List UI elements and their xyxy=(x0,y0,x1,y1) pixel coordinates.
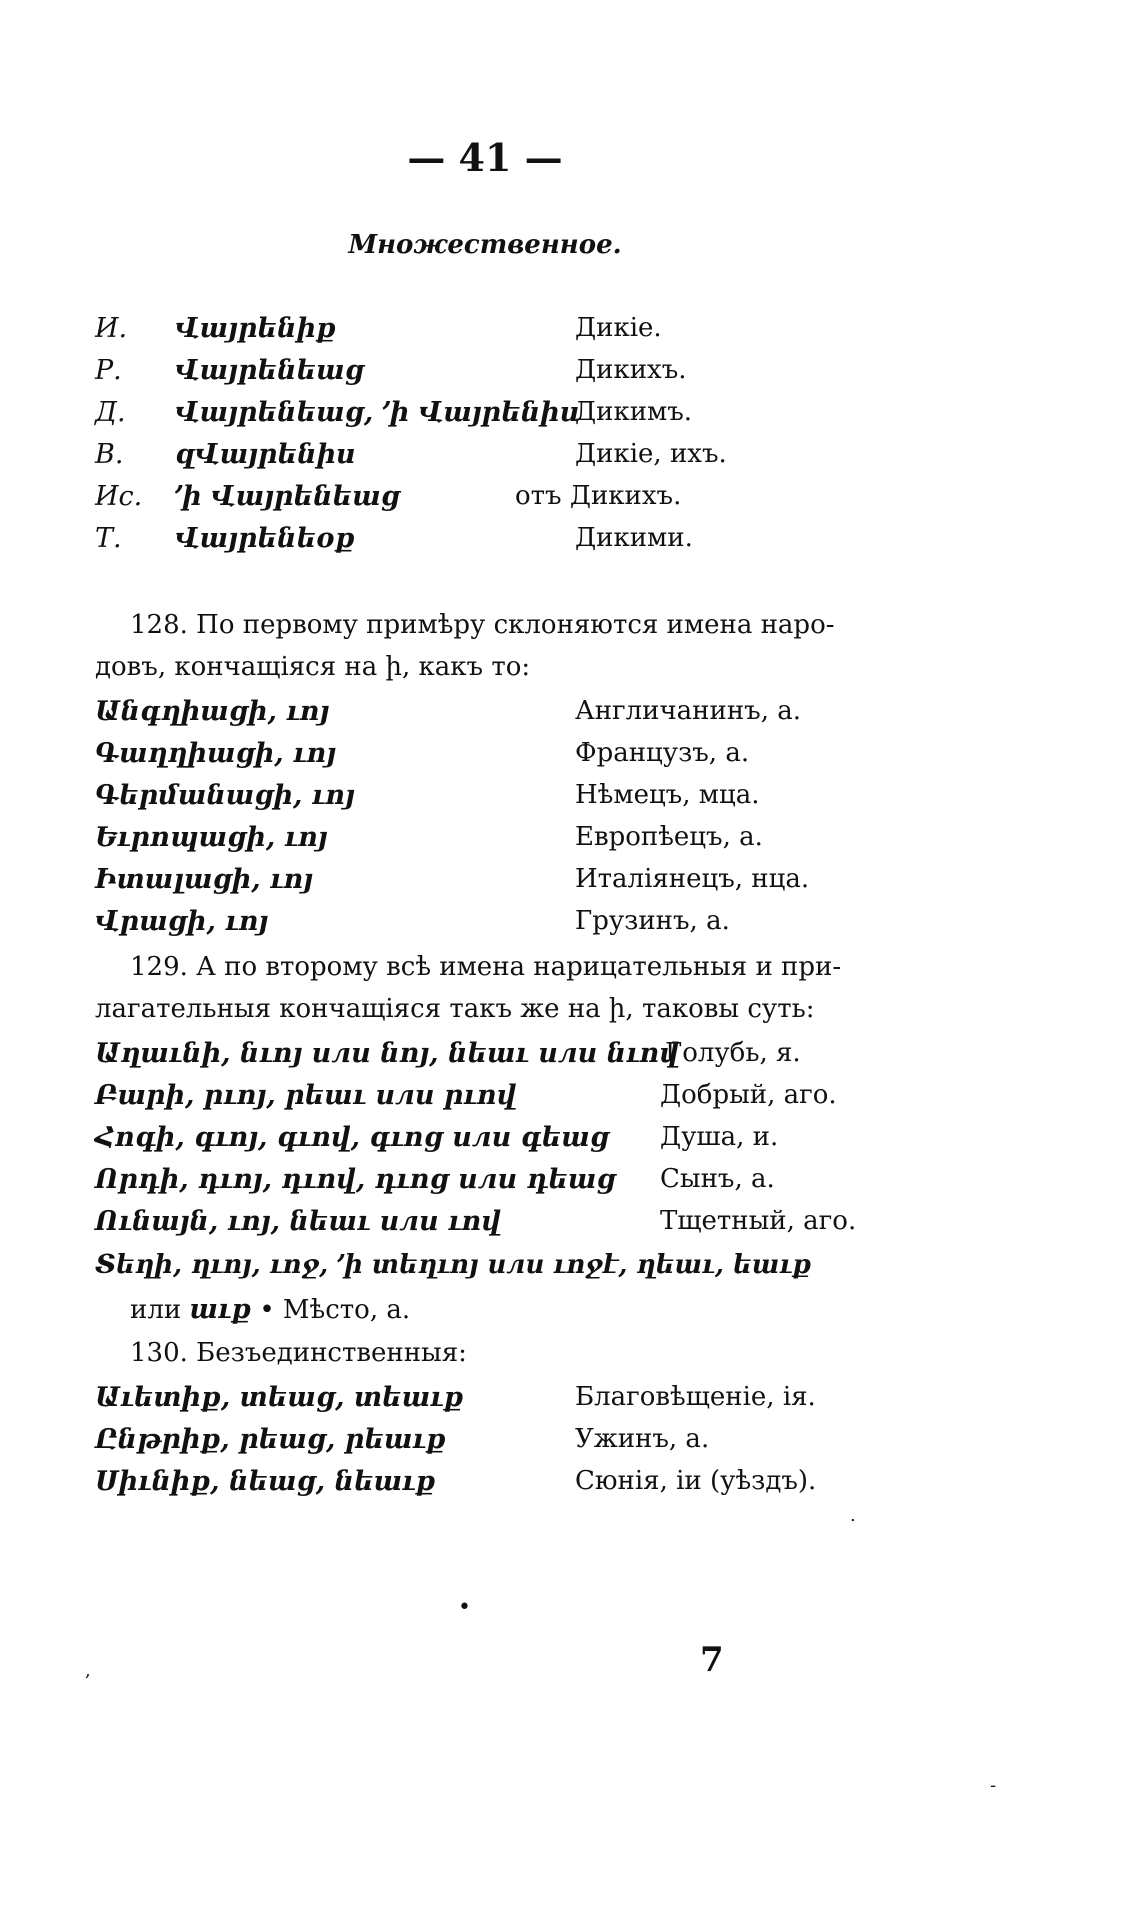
nation-row xyxy=(95,906,855,946)
russian-gloss: Европѣецъ, а. xyxy=(575,822,763,852)
ink-speck: • xyxy=(458,1595,471,1620)
armenian-form: Որդի, դւոյ, դւով, դւոց или դեաց xyxy=(95,1164,616,1195)
noun-row xyxy=(95,1038,875,1078)
noun-row xyxy=(95,1164,875,1204)
russian-gloss: Дикіе. xyxy=(575,313,662,343)
russian-gloss: Италіянецъ, нца. xyxy=(575,864,810,894)
russian-gloss: • Мѣсто, а. xyxy=(259,1295,411,1325)
armenian-form: Աղաւնի, նւոյ или նոյ, նեաւ или նւով xyxy=(95,1038,679,1069)
armenian-form: Ընթրիք, րեաց, րեաւք xyxy=(95,1424,446,1455)
case-label: Р. xyxy=(95,355,122,386)
russian-gloss: Дикіе, ихъ. xyxy=(575,439,727,469)
armenian-form: Վայրենեաց, ՚ի Վայրենիս xyxy=(175,397,580,428)
plural-only-row xyxy=(95,1466,855,1506)
case-label: В. xyxy=(95,439,124,470)
russian-gloss: Сюнія, іи (уѣздъ). xyxy=(575,1466,817,1496)
plural-only-row xyxy=(95,1424,855,1464)
armenian-form: Իտալացի, ւոյ xyxy=(95,864,313,895)
nation-row xyxy=(95,780,855,820)
armenian-form: զՎայրենիս xyxy=(175,439,356,470)
russian-gloss: Дикимъ. xyxy=(575,397,693,427)
armenian-form: Վայրենեօք xyxy=(175,523,355,554)
signature-mark: 7 xyxy=(700,1640,724,1680)
nation-row xyxy=(95,822,855,862)
russian-gloss: Нѣмецъ, мца. xyxy=(575,780,760,810)
plural-only-row xyxy=(95,1382,855,1422)
armenian-form: Գաղղիացի, ւոյ xyxy=(95,738,337,769)
paragraph-129-line2: лагательныя кончащіяся такъ же на ի, таковы суть: xyxy=(95,994,815,1024)
russian-gloss: Англичанинъ, а. xyxy=(575,696,802,726)
section-heading: Множественное. xyxy=(348,230,622,260)
russian-gloss: Голубь, я. xyxy=(665,1038,801,1068)
armenian-form: Ունայն, ւոյ, նեաւ или ւով xyxy=(95,1206,501,1237)
paragraph-128-line2: довъ, кончащіяся на ի, какъ то: xyxy=(95,652,531,682)
declension-row xyxy=(95,355,795,395)
armenian-form: Հոգի, գւոյ, գւով, գւոց или գեաց xyxy=(95,1122,610,1153)
russian-gloss: Сынъ, а. xyxy=(660,1164,775,1194)
case-label: Т. xyxy=(95,523,122,554)
armenian-form: Վայրենիք xyxy=(175,313,336,344)
russian-gloss: Дикими. xyxy=(575,523,693,553)
armenian-form: ՚ի Վայրենեաց xyxy=(175,481,400,512)
russian-gloss: отъ Дикихъ. xyxy=(515,481,682,511)
paragraph-128-line1: 128. По первому примѣру склоняются имена наро- xyxy=(130,610,835,640)
page-number: — 41 — xyxy=(407,135,563,180)
armenian-form: Վրացի, ւոյ xyxy=(95,906,269,937)
russian-gloss: Добрый, аго. xyxy=(660,1080,837,1110)
nation-row xyxy=(95,738,855,778)
armenian-form: Աւետիք, տեաց, տեաւք xyxy=(95,1382,464,1413)
nation-row xyxy=(95,696,855,736)
armenian-form: Գերմանացի, ւոյ xyxy=(95,780,355,811)
russian-gloss: Французъ, а. xyxy=(575,738,750,768)
armenian-form: Եւրոպացի, ւոյ xyxy=(95,822,328,853)
conjunction: или xyxy=(130,1295,182,1325)
armenian-form: Բարի, րւոյ, րեաւ или րւով xyxy=(95,1080,517,1111)
armenian-form: Սիւնիք, նեաց, նեաւք xyxy=(95,1466,436,1497)
russian-gloss: Благовѣщеніе, ія. xyxy=(575,1382,816,1412)
russian-gloss: Ужинъ, а. xyxy=(575,1424,710,1454)
armenian-form: աւք xyxy=(189,1294,252,1325)
declension-row xyxy=(95,481,795,521)
case-label: Д. xyxy=(95,397,126,428)
paragraph-129-line1: 129. А по второму всѣ имена нарицательныя и при- xyxy=(130,952,842,982)
noun-row xyxy=(95,1206,875,1246)
declension-row xyxy=(95,439,795,479)
russian-gloss: Душа, и. xyxy=(660,1122,779,1152)
ink-speck: . xyxy=(850,1505,856,1526)
nation-row xyxy=(95,864,855,904)
russian-gloss: Грузинъ, а. xyxy=(575,906,730,936)
ink-speck: - xyxy=(990,1775,997,1796)
place-entry-line1: Տեղի, ղւոյ, ւոջ, ՚ի տեղւոյ или ւոջէ, ղեաւ, եաւք xyxy=(95,1250,812,1280)
russian-gloss: Тщетный, аго. xyxy=(660,1206,857,1236)
armenian-form: Անգղիացի, ւոյ xyxy=(95,696,330,727)
russian-gloss: Дикихъ. xyxy=(575,355,687,385)
declension-row xyxy=(95,397,795,437)
declension-row xyxy=(95,523,795,563)
armenian-form: Վայրենեաց xyxy=(175,355,364,386)
place-entry-line2 xyxy=(130,1294,410,1325)
declension-row xyxy=(95,313,795,353)
noun-row xyxy=(95,1080,875,1120)
paragraph-130: 130. Безъединственныя: xyxy=(130,1338,467,1368)
ink-speck: , xyxy=(85,1660,91,1681)
case-label: Ис. xyxy=(95,481,143,512)
noun-row xyxy=(95,1122,875,1162)
case-label: И. xyxy=(95,313,128,344)
